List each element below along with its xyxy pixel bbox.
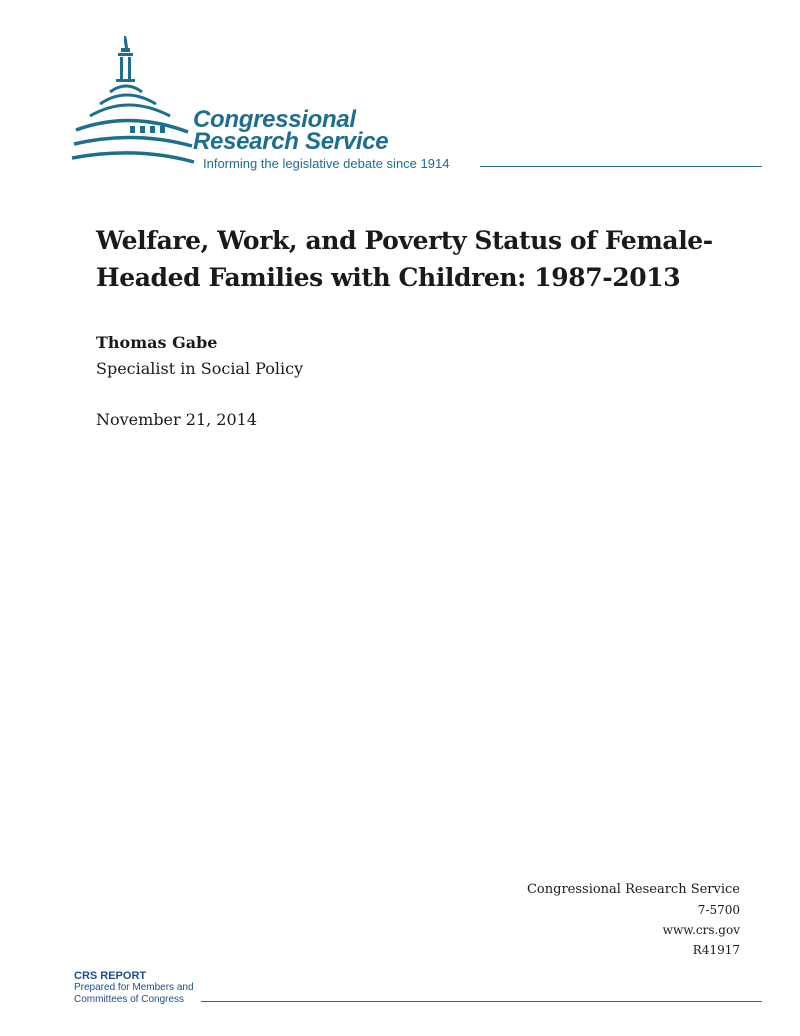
footer-info	[527, 880, 740, 960]
footer-report-number: R41917	[692, 943, 740, 957]
prepared-line1: Prepared for Members and	[74, 982, 194, 993]
tagline: Informing the legislative debate since 1914	[203, 156, 450, 171]
crs-report-block	[74, 970, 194, 1006]
footer-phone: 7-5700	[697, 903, 740, 917]
author-name: Thomas Gabe	[96, 333, 218, 352]
author-role: Specialist in Social Policy	[96, 359, 304, 378]
footer-website: www.crs.gov	[662, 923, 740, 937]
footer-org: Congressional Research Service	[526, 882, 740, 897]
prepared-line2: Committees of Congress	[74, 994, 185, 1005]
org-name-line1: Congressional	[193, 106, 356, 133]
crs-report-label: CRS REPORT	[74, 970, 147, 982]
header-divider	[480, 166, 762, 167]
report-date: November 21, 2014	[96, 410, 258, 429]
footer-divider	[201, 1001, 762, 1002]
report-title: Welfare, Work, and Poverty Status of Female-Headed Families with Children: 1987-2013	[96, 226, 713, 292]
org-name-line2: Research Service	[193, 128, 389, 155]
capitol-dome-icon	[70, 34, 200, 169]
